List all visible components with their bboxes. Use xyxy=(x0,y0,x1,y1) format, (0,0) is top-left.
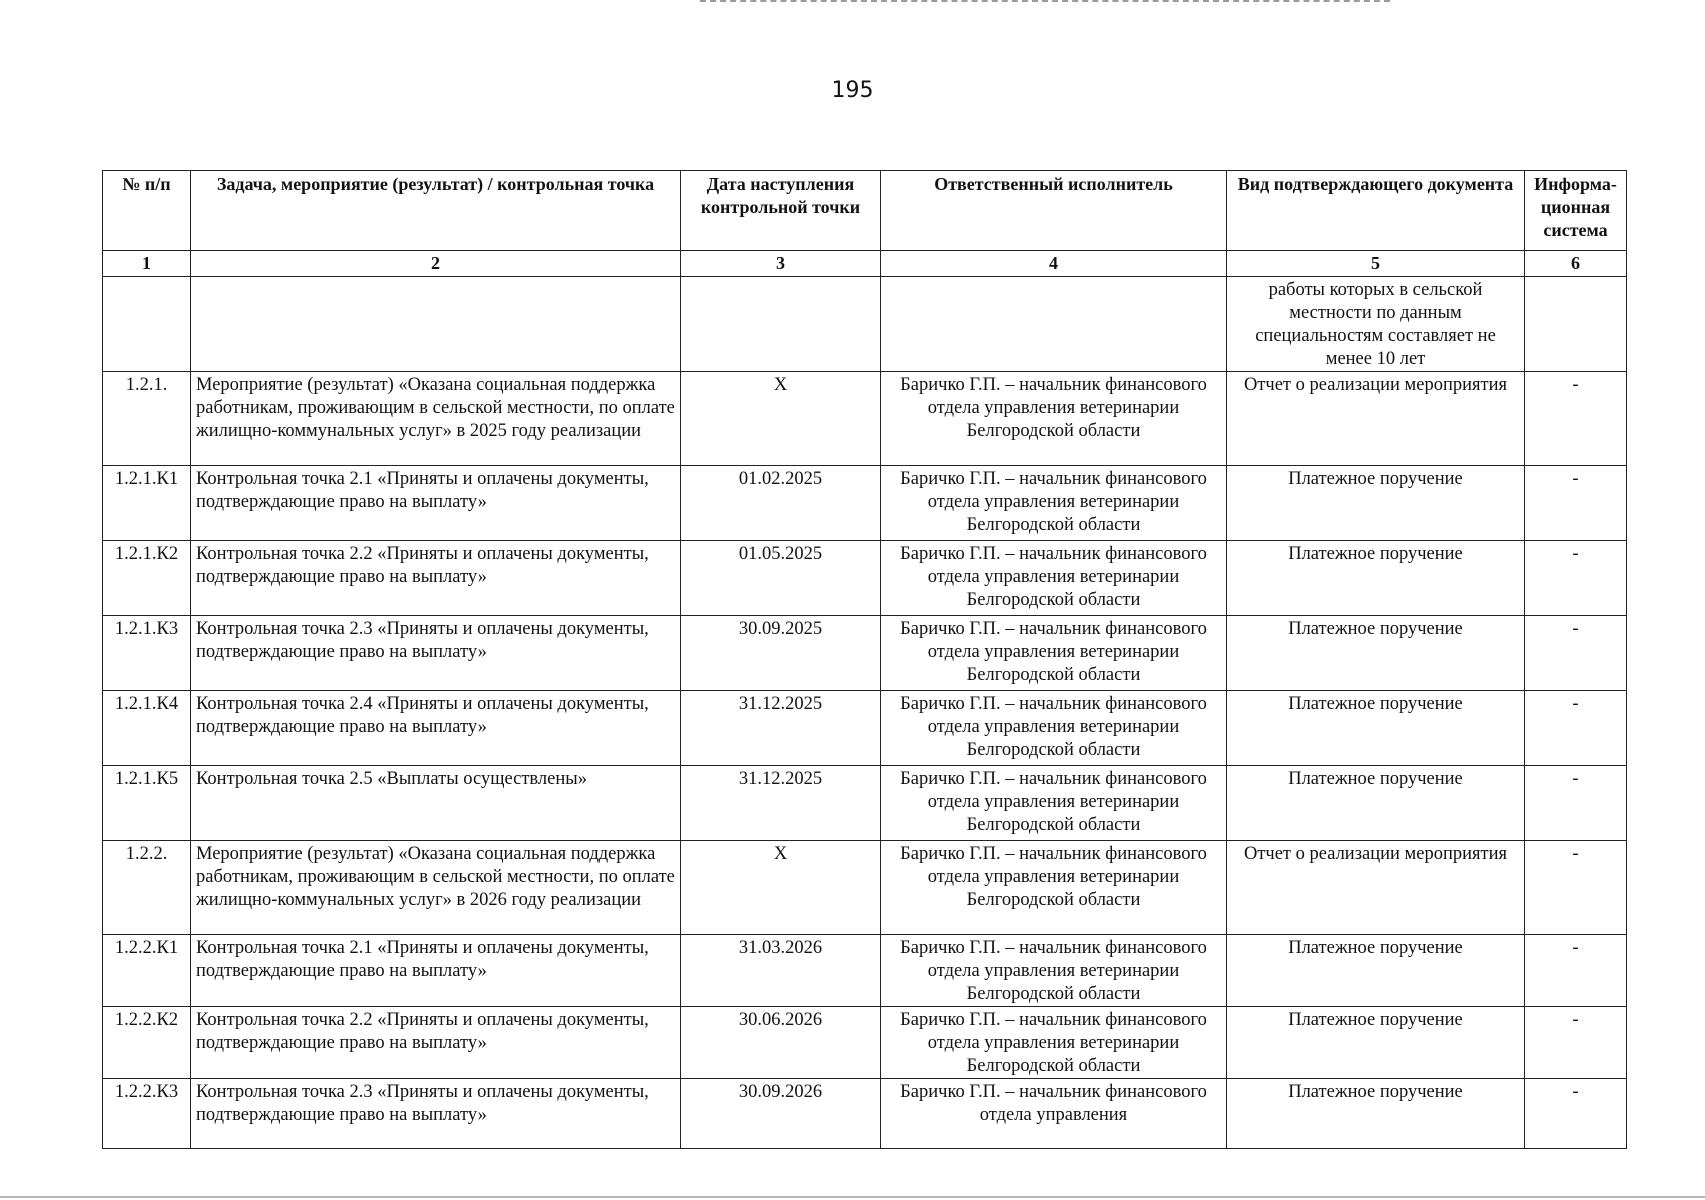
table-row xyxy=(103,372,1627,466)
cell-date: X xyxy=(681,372,881,466)
column-number: 1 xyxy=(103,251,191,277)
page-number: 195 xyxy=(831,78,874,103)
continuation-row xyxy=(103,277,1627,372)
table-row xyxy=(103,1007,1627,1079)
cell-document: Платежное поручение xyxy=(1227,541,1525,616)
cell-system: - xyxy=(1525,691,1627,766)
cell-number: 1.2.1.К3 xyxy=(103,616,191,691)
cell-task: Мероприятие (результат) «Оказана социальная поддержка работникам, проживающим в сельской местности, по оплате жилищно-коммунальных услуг» в 2026 году реализации xyxy=(191,841,681,935)
cell-responsible: Баричко Г.П. – начальник финансового отдела управления ветеринарии Белгородской области xyxy=(881,935,1227,1007)
table-row xyxy=(103,1079,1627,1149)
cell-system: - xyxy=(1525,466,1627,541)
cell-number: 1.2.1.К2 xyxy=(103,541,191,616)
cell-number: 1.2.2.К1 xyxy=(103,935,191,1007)
cell-task: Контрольная точка 2.2 «Приняты и оплачены документы, подтверждающие право на выплату» xyxy=(191,1007,681,1079)
cell-responsible: Баричко Г.П. – начальник финансового отдела управления xyxy=(881,1079,1227,1149)
table-row xyxy=(103,466,1627,541)
cell-document: Платежное поручение xyxy=(1227,616,1525,691)
column-numbers-row xyxy=(103,251,1627,277)
cell-system: - xyxy=(1525,935,1627,1007)
table-row xyxy=(103,541,1627,616)
cell-date: 30.09.2026 xyxy=(681,1079,881,1149)
cell-date: 31.12.2025 xyxy=(681,766,881,841)
cell-task: Контрольная точка 2.1 «Приняты и оплачены документы, подтверждающие право на выплату» xyxy=(191,935,681,1007)
cell-number: 1.2.1.К5 xyxy=(103,766,191,841)
cell-document: Платежное поручение xyxy=(1227,691,1525,766)
cell-system xyxy=(1525,277,1627,372)
table-row xyxy=(103,691,1627,766)
column-number: 3 xyxy=(681,251,881,277)
column-number: 4 xyxy=(881,251,1227,277)
cell-date: 31.03.2026 xyxy=(681,935,881,1007)
cell-responsible: Баричко Г.П. – начальник финансового отдела управления ветеринарии Белгородской области xyxy=(881,541,1227,616)
cell-task xyxy=(191,277,681,372)
cell-date: 01.02.2025 xyxy=(681,466,881,541)
cell-task: Мероприятие (результат) «Оказана социальная поддержка работникам, проживающим в сельской местности, по оплате жилищно-коммунальных услуг» в 2025 году реализации xyxy=(191,372,681,466)
cell-task: Контрольная точка 2.4 «Приняты и оплачены документы, подтверждающие право на выплату» xyxy=(191,691,681,766)
cell-task: Контрольная точка 2.3 «Приняты и оплачены документы, подтверждающие право на выплату» xyxy=(191,616,681,691)
table-row xyxy=(103,841,1627,935)
cell-date: 31.12.2025 xyxy=(681,691,881,766)
cell-task: Контрольная точка 2.1 «Приняты и оплачены документы, подтверждающие право на выплату» xyxy=(191,466,681,541)
cell-system: - xyxy=(1525,1007,1627,1079)
cell-system: - xyxy=(1525,372,1627,466)
scan-edge-top xyxy=(700,0,1390,4)
column-number: 2 xyxy=(191,251,681,277)
cell-responsible: Баричко Г.П. – начальник финансового отдела управления ветеринарии Белгородской области xyxy=(881,616,1227,691)
cell-responsible: Баричко Г.П. – начальник финансового отдела управления ветеринарии Белгородской области xyxy=(881,766,1227,841)
cell-date: 01.05.2025 xyxy=(681,541,881,616)
table-row xyxy=(103,935,1627,1007)
cell-task: Контрольная точка 2.5 «Выплаты осуществлены» xyxy=(191,766,681,841)
cell-responsible: Баричко Г.П. – начальник финансового отдела управления ветеринарии Белгородской области xyxy=(881,1007,1227,1079)
cell-document: Платежное поручение xyxy=(1227,466,1525,541)
cell-responsible: Баричко Г.П. – начальник финансового отдела управления ветеринарии Белгородской области xyxy=(881,691,1227,766)
cell-number: 1.2.1. xyxy=(103,372,191,466)
cell-number: 1.2.2.К2 xyxy=(103,1007,191,1079)
cell-number: 1.2.1.К1 xyxy=(103,466,191,541)
cell-system: - xyxy=(1525,616,1627,691)
header-task: Задача, мероприятие (результат) / контрольная точка xyxy=(191,171,681,251)
header-number: № п/п xyxy=(103,171,191,251)
table-row xyxy=(103,766,1627,841)
cell-date: 30.09.2025 xyxy=(681,616,881,691)
cell-document: Платежное поручение xyxy=(1227,766,1525,841)
header-date: Дата наступления контрольной точки xyxy=(681,171,881,251)
cell-responsible xyxy=(881,277,1227,372)
cell-number: 1.2.2.К3 xyxy=(103,1079,191,1149)
cell-system: - xyxy=(1525,766,1627,841)
cell-number: 1.2.1.К4 xyxy=(103,691,191,766)
cell-number: 1.2.2. xyxy=(103,841,191,935)
table-row xyxy=(103,616,1627,691)
column-number: 5 xyxy=(1227,251,1525,277)
cell-document: Платежное поручение xyxy=(1227,1079,1525,1149)
control-points-table xyxy=(102,170,1627,1149)
cell-document: Отчет о реализации мероприятия xyxy=(1227,372,1525,466)
cell-date: X xyxy=(681,841,881,935)
header-system: Информа-ционная система xyxy=(1525,171,1627,251)
cell-document: Платежное поручение xyxy=(1227,935,1525,1007)
cell-responsible: Баричко Г.П. – начальник финансового отдела управления ветеринарии Белгородской области xyxy=(881,841,1227,935)
cell-document: Отчет о реализации мероприятия xyxy=(1227,841,1525,935)
cell-document: работы которых в сельской местности по данным специальностям составляет не менее 10 лет xyxy=(1227,277,1525,372)
cell-system: - xyxy=(1525,1079,1627,1149)
cell-date xyxy=(681,277,881,372)
cell-responsible: Баричко Г.П. – начальник финансового отдела управления ветеринарии Белгородской области xyxy=(881,466,1227,541)
cell-date: 30.06.2026 xyxy=(681,1007,881,1079)
column-number: 6 xyxy=(1525,251,1627,277)
cell-task: Контрольная точка 2.2 «Приняты и оплачены документы, подтверждающие право на выплату» xyxy=(191,541,681,616)
header-responsible: Ответственный исполнитель xyxy=(881,171,1227,251)
header-document: Вид подтверждающего документа xyxy=(1227,171,1525,251)
cell-system: - xyxy=(1525,841,1627,935)
cell-responsible: Баричко Г.П. – начальник финансового отдела управления ветеринарии Белгородской области xyxy=(881,372,1227,466)
scan-edge-bottom xyxy=(0,1196,1705,1198)
cell-number xyxy=(103,277,191,372)
cell-task: Контрольная точка 2.3 «Приняты и оплачены документы, подтверждающие право на выплату» xyxy=(191,1079,681,1149)
cell-document: Платежное поручение xyxy=(1227,1007,1525,1079)
cell-system: - xyxy=(1525,541,1627,616)
table-header-row xyxy=(103,171,1627,251)
